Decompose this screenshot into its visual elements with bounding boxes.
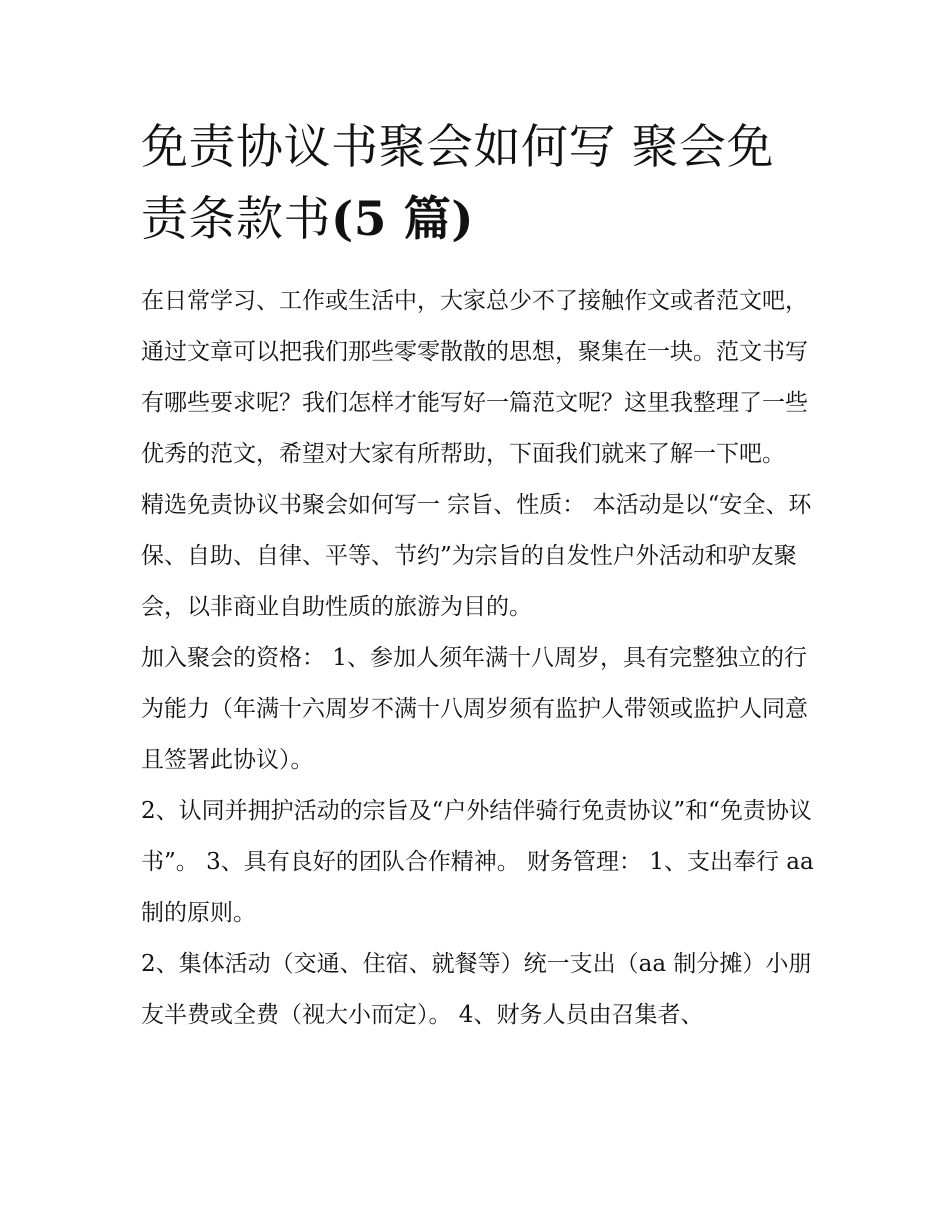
document-title-tail: (5 篇) bbox=[331, 192, 475, 247]
finance-paragraph: 2、集体活动（交通、住宿、就餐等）统一支出（aa 制分摊）小朋友半费或全费（视大小而定）。 4、财务人员由召集者、 bbox=[141, 951, 812, 1028]
document-content bbox=[141, 112, 821, 1041]
agreement-paragraph: 2、认同并拥护活动的宗旨及“户外结伴骑行免责协议”和“免责协议书”。 3、具有良好的团队合作精神。 财务管理： 1、支出奉行 aa 制的原则。 bbox=[141, 798, 814, 926]
document-title bbox=[141, 112, 821, 256]
intro-paragraph: 在日常学习、工作或生活中，大家总少不了接触作文或者范文吧，通过文章可以把我们那些零零散散的思想，聚集在一块。范文书写有哪些要求呢？我们怎样才能写好一篇范文呢？这里我整理了一些优秀的范文，希望对大家有所帮助，下面我们就来了解一下吧。 bbox=[141, 288, 808, 467]
purpose-paragraph: 精选免责协议书聚会如何写一 宗旨、性质： 本活动是以“安全、环保、自助、自律、平等、节约”为宗旨的自发性户外活动和驴友聚会，以非商业自助性质的旅游为目的。 bbox=[141, 492, 812, 620]
qualification-paragraph: 加入聚会的资格： 1、参加人须年满十八周岁，具有完整独立的行为能力（年满十六周岁不满十八周岁须有监护人带领或监护人同意且签署此协议）。 bbox=[141, 645, 808, 773]
document-title-main: 免责协议书聚会如何写 聚会免责条款书 bbox=[141, 120, 774, 247]
